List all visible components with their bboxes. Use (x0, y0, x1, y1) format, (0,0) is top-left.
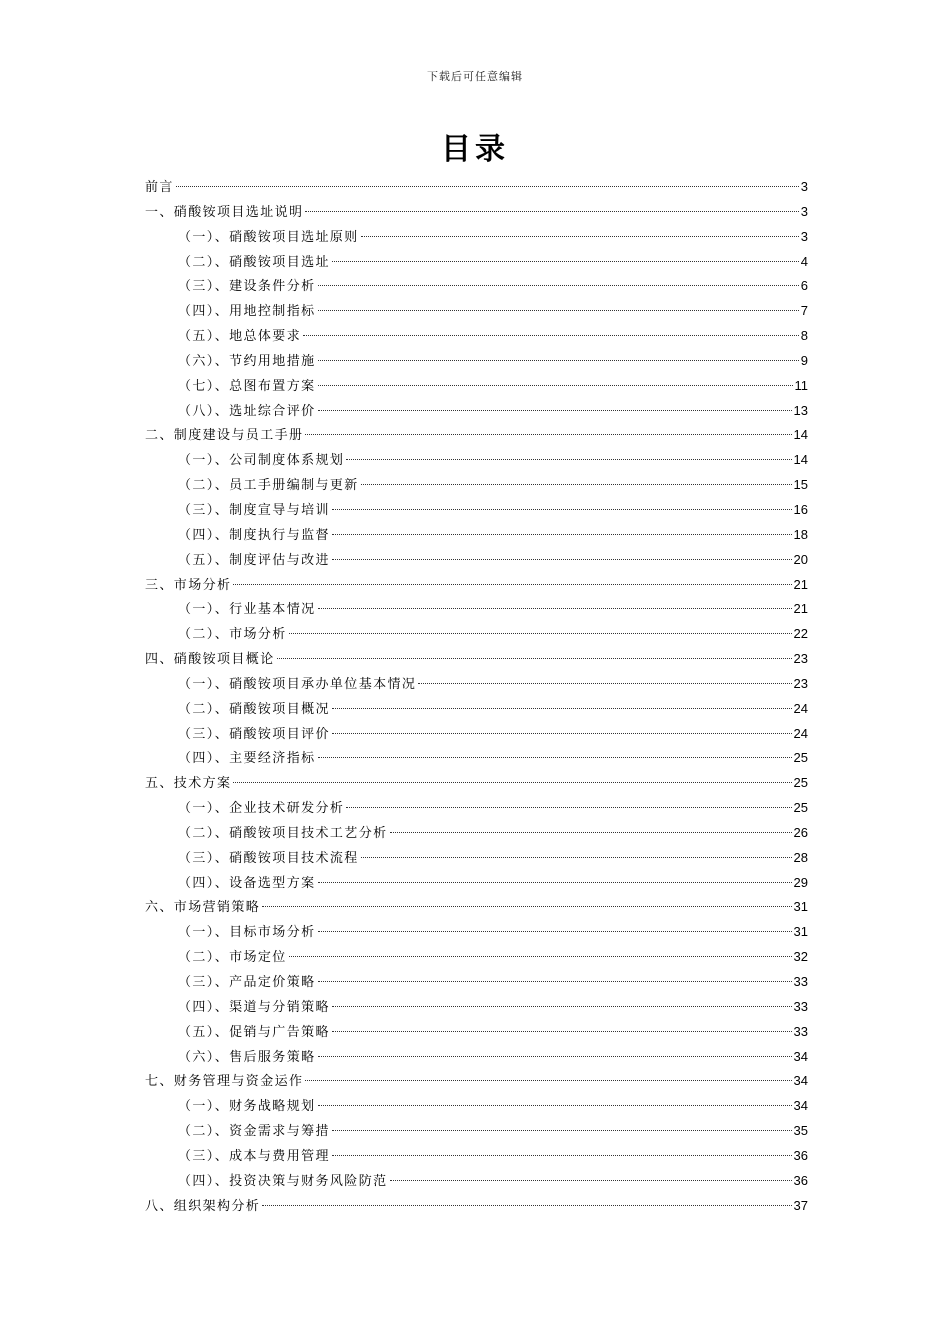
toc-entry[interactable] (145, 1094, 808, 1119)
toc-entry-label: （四）、投资决策与财务风险防范 (178, 1173, 388, 1189)
toc-entry-label: （一）、硝酸铵项目选址原则 (178, 229, 359, 245)
toc-entry-label: （二）、市场定位 (178, 950, 287, 966)
toc-entry[interactable] (145, 349, 808, 374)
toc-title: 目录 (441, 132, 509, 167)
toc-entry-label: 四、硝酸铵项目概论 (145, 652, 275, 668)
toc-entry-page-number: 15 (793, 477, 808, 493)
toc-entry[interactable] (145, 523, 808, 548)
toc-entry-page-number: 20 (793, 551, 808, 567)
toc-entry-page-number: 4 (800, 253, 808, 269)
toc-entry-page-number: 25 (793, 775, 808, 791)
toc-entry-page-number: 29 (793, 874, 808, 890)
toc-entry[interactable] (145, 250, 808, 275)
toc-entry-label: 前言 (145, 180, 174, 195)
toc-entry-page-number: 34 (793, 1073, 808, 1089)
toc-entry-label: （五）、地总体要求 (178, 329, 302, 345)
toc-dot-leader (332, 261, 799, 262)
toc-entry[interactable] (145, 821, 808, 846)
toc-entry[interactable] (145, 324, 808, 349)
toc-dot-leader (305, 434, 791, 435)
toc-entry-label: （三）、制度宣导与培训 (178, 502, 330, 518)
toc-entry-page-number: 34 (793, 1098, 808, 1114)
toc-entry[interactable] (145, 1045, 808, 1070)
toc-entry-label: （一）、行业基本情况 (178, 602, 316, 618)
toc-entry[interactable] (145, 374, 808, 399)
toc-entry-page-number: 3 (800, 203, 808, 219)
toc-entry-label: （三）、硝酸铵项目评价 (178, 726, 330, 742)
toc-entry-label: 八、组织架构分析 (145, 1198, 261, 1214)
toc-entry-page-number: 3 (800, 228, 808, 244)
toc-entry-label: （二）、硝酸铵项目概况 (178, 701, 330, 717)
toc-dot-leader (361, 236, 799, 237)
toc-entry-label: （二）、资金需求与筹措 (178, 1124, 330, 1140)
toc-dot-leader (332, 1006, 792, 1007)
toc-dot-leader (346, 807, 791, 808)
toc-entry[interactable] (145, 274, 808, 299)
toc-entry[interactable] (145, 225, 808, 250)
toc-entry[interactable] (145, 796, 808, 821)
toc-dot-leader (332, 534, 792, 535)
toc-dot-leader (318, 360, 799, 361)
toc-entry-label: 一、硝酸铵项目选址说明 (145, 204, 304, 220)
toc-entry-page-number: 8 (800, 328, 808, 344)
toc-entry-page-number: 32 (793, 949, 808, 965)
toc-entry[interactable] (145, 895, 808, 920)
toc-dot-leader (318, 981, 792, 982)
toc-entry[interactable] (145, 970, 808, 995)
toc-entry[interactable] (145, 473, 808, 498)
toc-entry-page-number: 9 (800, 352, 808, 368)
toc-dot-leader (318, 1105, 792, 1106)
toc-dot-leader (418, 683, 791, 684)
toc-entry-label: （二）、市场分析 (178, 627, 287, 643)
toc-entry[interactable] (145, 597, 808, 622)
toc-entry-label: （四）、制度执行与监督 (178, 527, 330, 543)
toc-dot-leader (390, 832, 792, 833)
toc-entry-label: （八）、选址综合评价 (178, 403, 316, 419)
toc-entry-page-number: 13 (793, 402, 808, 418)
toc-entry[interactable] (145, 423, 808, 448)
toc-entry-label: （一）、企业技术研发分析 (178, 801, 345, 817)
toc-entry[interactable] (145, 573, 808, 598)
toc-dot-leader (318, 757, 792, 758)
toc-entry-page-number: 24 (793, 725, 808, 741)
toc-dot-leader (233, 782, 791, 783)
toc-entry-label: （四）、主要经济指标 (178, 751, 316, 767)
toc-entry-label: 六、市场营销策略 (145, 900, 261, 916)
toc-entry-page-number: 22 (793, 626, 808, 642)
toc-entry-page-number: 28 (793, 849, 808, 865)
toc-entry[interactable] (145, 945, 808, 970)
toc-dot-leader (303, 335, 799, 336)
toc-dot-leader (305, 211, 798, 212)
toc-entry-page-number: 25 (793, 800, 808, 816)
toc-dot-leader (332, 733, 792, 734)
toc-entry[interactable] (145, 1020, 808, 1045)
toc-entry[interactable] (145, 672, 808, 697)
toc-entry-page-number: 25 (793, 750, 808, 766)
toc-dot-leader (318, 310, 799, 311)
toc-entry[interactable] (145, 175, 808, 200)
toc-entry-label: （二）、员工手册编制与更新 (178, 478, 359, 494)
toc-entry-label: （一）、硝酸铵项目承办单位基本情况 (178, 676, 417, 692)
toc-entry-page-number: 26 (793, 824, 808, 840)
toc-entry-page-number: 7 (800, 303, 808, 319)
toc-dot-leader (318, 385, 793, 386)
toc-entry-label: 二、制度建设与员工手册 (145, 428, 304, 444)
toc-entry-page-number: 31 (793, 899, 808, 915)
toc-entry[interactable] (145, 746, 808, 771)
toc-entry-page-number: 33 (793, 1023, 808, 1039)
toc-entry[interactable] (145, 1144, 808, 1169)
toc-entry[interactable] (145, 1119, 808, 1144)
toc-dot-leader (318, 285, 799, 286)
toc-dot-leader (233, 584, 791, 585)
toc-entry-page-number: 6 (800, 278, 808, 294)
toc-dot-leader (332, 559, 792, 560)
toc-dot-leader (361, 484, 792, 485)
toc-entry-page-number: 11 (794, 377, 808, 393)
toc-dot-leader (318, 608, 792, 609)
toc-entry-page-number: 33 (793, 998, 808, 1014)
toc-entry-label: （二）、硝酸铵项目选址 (178, 254, 330, 270)
toc-dot-leader (318, 882, 792, 883)
toc-entry-page-number: 34 (793, 1048, 808, 1064)
toc-entry[interactable] (145, 871, 808, 896)
toc-entry[interactable] (145, 697, 808, 722)
toc-dot-leader (289, 956, 792, 957)
toc-entry-page-number: 14 (793, 427, 808, 443)
toc-entry-label: 三、市场分析 (145, 577, 232, 593)
toc-entry-label: （六）、节约用地措施 (178, 353, 316, 369)
toc-entry-page-number: 3 (800, 179, 808, 194)
toc-entry[interactable] (145, 1169, 808, 1194)
toc-entry-page-number: 14 (793, 452, 808, 468)
toc-dot-leader (262, 1205, 791, 1206)
toc-entry[interactable] (145, 920, 808, 945)
toc-dot-leader (176, 186, 799, 187)
toc-entry-page-number: 36 (793, 1172, 808, 1188)
toc-entry[interactable] (145, 1194, 808, 1219)
toc-dot-leader (318, 931, 792, 932)
toc-dot-leader (332, 708, 792, 709)
toc-dot-leader (262, 906, 791, 907)
toc-entry[interactable] (145, 722, 808, 747)
toc-entry-page-number: 16 (793, 501, 808, 517)
toc-entry-label: （七）、总图布置方案 (178, 378, 316, 394)
toc-entry-label: （四）、设备选型方案 (178, 875, 316, 891)
toc-entry-label: （三）、成本与费用管理 (178, 1148, 330, 1164)
toc-entry-label: （五）、促销与广告策略 (178, 1024, 330, 1040)
toc-entry-page-number: 23 (793, 675, 808, 691)
toc-entry-label: （三）、硝酸铵项目技术流程 (178, 850, 359, 866)
toc-entry-label: （四）、渠道与分销策略 (178, 999, 330, 1015)
toc-entry[interactable] (145, 647, 808, 672)
toc-entry-page-number: 21 (793, 576, 808, 592)
toc-entry-label: （六）、售后服务策略 (178, 1049, 316, 1065)
toc-entry[interactable] (145, 1069, 808, 1094)
toc-entry-page-number: 23 (793, 651, 808, 667)
toc-dot-leader (289, 633, 792, 634)
toc-entry-page-number: 31 (793, 924, 808, 940)
toc-entry[interactable] (145, 200, 808, 225)
toc-dot-leader (390, 1180, 792, 1181)
toc-dot-leader (332, 1031, 792, 1032)
toc-entry[interactable] (145, 548, 808, 573)
toc-entry-page-number: 37 (793, 1197, 808, 1213)
toc-entry-label: （四）、用地控制指标 (178, 304, 316, 320)
toc-dot-leader (318, 410, 792, 411)
toc-entry-page-number: 36 (793, 1147, 808, 1163)
toc-entry-page-number: 33 (793, 974, 808, 989)
toc-entry-label: （一）、目标市场分析 (178, 925, 316, 941)
page-header: 下载后可任意编辑 (427, 70, 523, 83)
toc-entry-page-number: 18 (793, 526, 808, 542)
toc-entry-label: （一）、公司制度体系规划 (178, 453, 345, 469)
toc-entry-label: （二）、硝酸铵项目技术工艺分析 (178, 825, 388, 841)
toc-entry[interactable] (145, 622, 808, 647)
toc-dot-leader (318, 1056, 792, 1057)
toc-entry[interactable] (145, 995, 808, 1020)
toc-dot-leader (305, 1080, 791, 1081)
toc-entry-label: 五、技术方案 (145, 776, 232, 792)
table-of-contents (145, 175, 808, 1218)
toc-entry-label: （一）、财务战略规划 (178, 1099, 316, 1115)
toc-entry-label: （三）、建设条件分析 (178, 279, 316, 295)
toc-entry-label: （三）、产品定价策略 (178, 975, 316, 990)
toc-entry-page-number: 21 (793, 601, 808, 617)
toc-entry[interactable] (145, 846, 808, 871)
toc-entry-page-number: 35 (793, 1123, 808, 1139)
toc-dot-leader (361, 857, 792, 858)
toc-dot-leader (346, 459, 791, 460)
toc-entry[interactable] (145, 448, 808, 473)
toc-entry[interactable] (145, 771, 808, 796)
toc-dot-leader (332, 1155, 792, 1156)
toc-dot-leader (332, 509, 792, 510)
toc-entry[interactable] (145, 299, 808, 324)
toc-entry-label: （五）、制度评估与改进 (178, 552, 330, 568)
toc-dot-leader (332, 1130, 792, 1131)
toc-entry[interactable] (145, 399, 808, 424)
toc-entry-page-number: 24 (793, 700, 808, 716)
toc-entry-label: 七、财务管理与资金运作 (145, 1074, 304, 1090)
toc-entry[interactable] (145, 498, 808, 523)
toc-dot-leader (277, 658, 792, 659)
